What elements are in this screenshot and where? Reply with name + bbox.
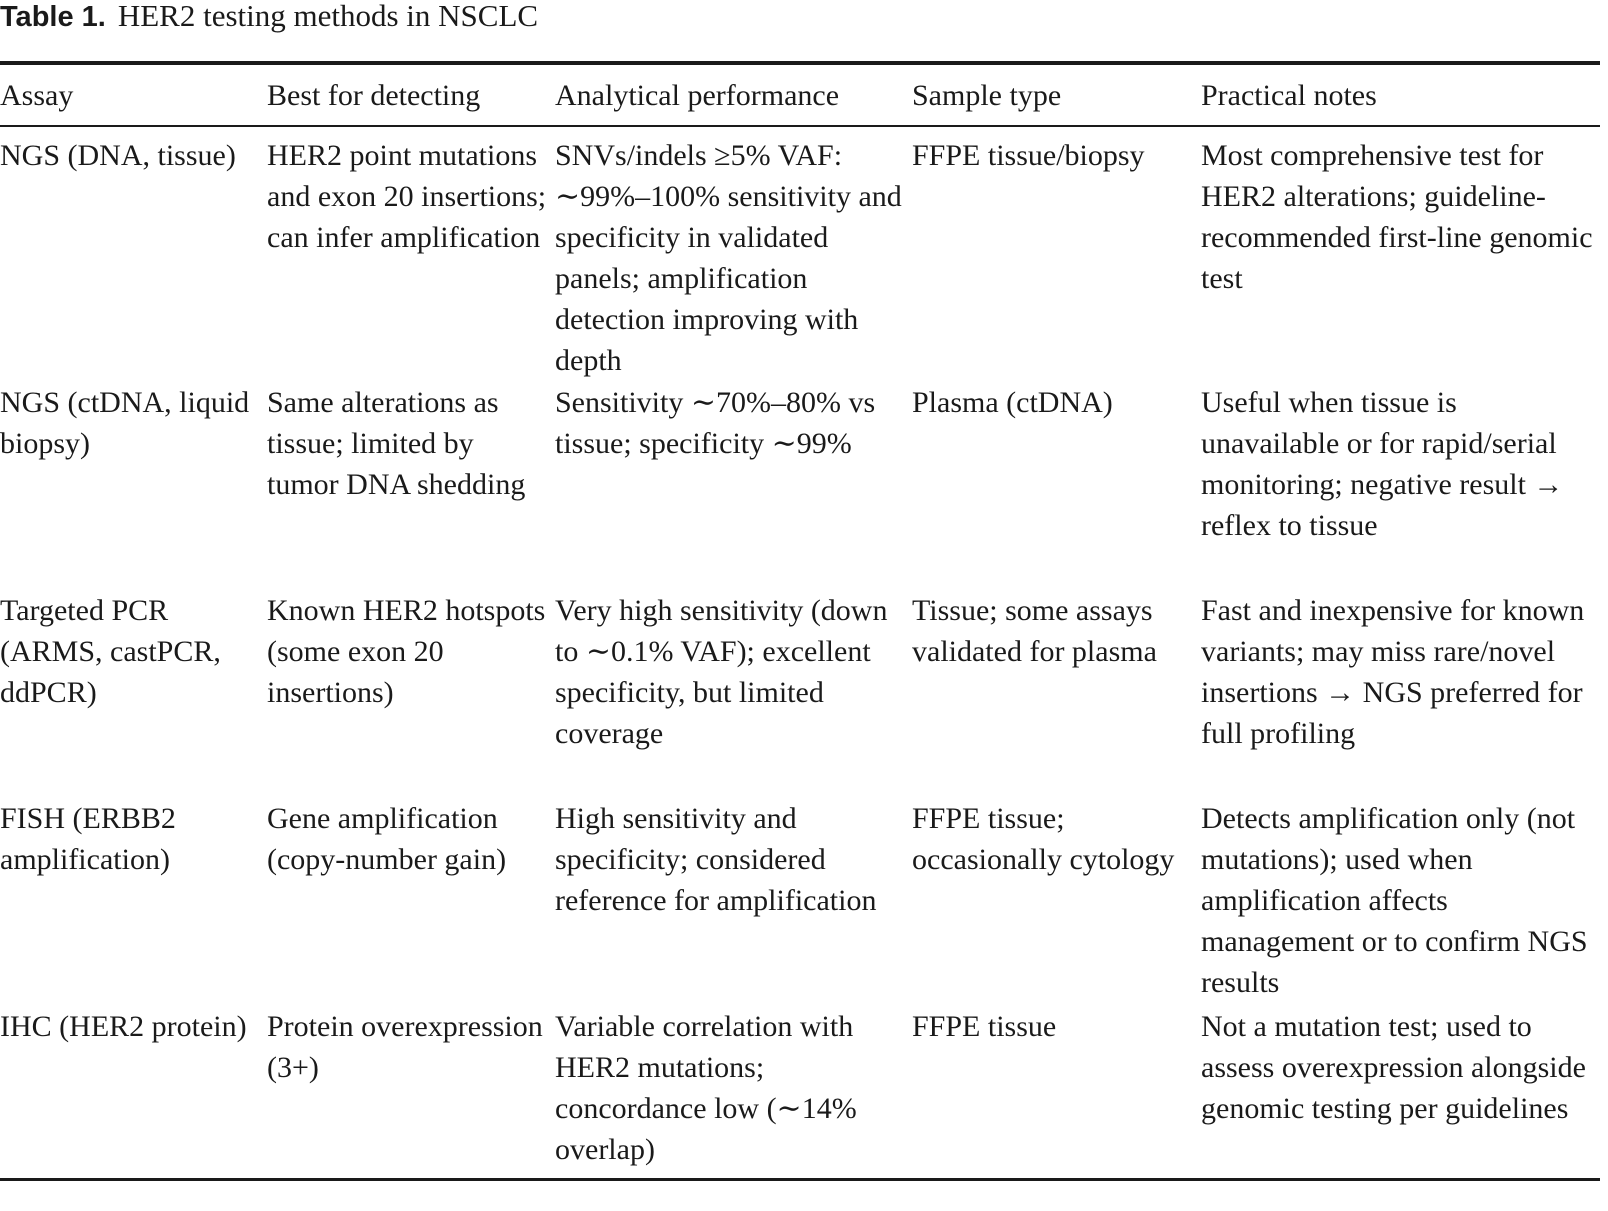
table-row — [0, 590, 1600, 798]
cell-sample-type: Tissue; some assays validated for plasma — [912, 594, 1157, 668]
header-assay: Assay — [0, 79, 74, 112]
cell-best-for: Protein overexpression (3+) — [267, 1010, 543, 1084]
cell-sample-type: FFPE tissue/biopsy — [912, 139, 1145, 172]
cell-sample-type: FFPE tissue; occasionally cytology — [912, 802, 1175, 876]
header-best-for-detecting: Best for detecting — [267, 79, 481, 112]
cell-sample-type: FFPE tissue — [912, 1010, 1057, 1043]
table-header-row — [0, 75, 1600, 127]
cell-best-for: Known HER2 hotspots (some exon 20 insertions) — [267, 594, 546, 709]
table-row — [0, 382, 1600, 590]
cell-performance: High sensitivity and specificity; considered reference for amplification — [555, 802, 877, 917]
cell-assay: NGS (DNA, tissue) — [0, 139, 236, 172]
cell-assay: IHC (HER2 protein) — [0, 1010, 247, 1043]
cell-best-for: HER2 point mutations and exon 20 insertions; can infer amplification — [267, 139, 547, 254]
cell-practical-notes: Useful when tissue is unavailable or for rapid/serial monitoring; negative result → reflex to tissue — [1201, 386, 1564, 542]
cell-sample-type: Plasma (ctDNA) — [912, 386, 1113, 419]
header-practical-notes: Practical notes — [1201, 79, 1377, 112]
cell-performance: Sensitivity ∼70%–80% vs tissue; specificity ∼99% — [555, 386, 876, 460]
table-bottom-rule — [0, 1178, 1600, 1181]
cell-practical-notes: Most comprehensive test for HER2 alterations; guideline-recommended first-line genomic test — [1201, 139, 1593, 295]
header-analytical-performance: Analytical performance — [555, 79, 840, 112]
table-row — [0, 1006, 1600, 1166]
table-caption-title: HER2 testing methods in NSCLC — [117, 0, 539, 33]
cell-performance: Very high sensitivity (down to ∼0.1% VAF); excellent specificity, but limited coverage — [555, 594, 888, 750]
table-caption — [0, 0, 538, 38]
cell-practical-notes: Detects amplification only (not mutations); used when amplification affects management or to confirm NGS results — [1201, 802, 1588, 999]
table-row — [0, 135, 1600, 382]
cell-assay: FISH (ERBB2 amplification) — [0, 802, 176, 876]
header-sample-type: Sample type — [912, 79, 1062, 112]
cell-best-for: Gene amplification (copy-number gain) — [267, 802, 507, 876]
cell-performance: Variable correlation with HER2 mutations; concordance low (∼14% overlap) — [555, 1010, 857, 1166]
table-top-rule — [0, 61, 1600, 65]
cell-practical-notes: Not a mutation test; used to assess overexpression alongside genomic testing per guidelines — [1201, 1010, 1586, 1125]
cell-performance: SNVs/indels ≥5% VAF: ∼99%–100% sensitivity and specificity in validated panels; amplification detection improving with depth — [555, 139, 902, 377]
her2-testing-table — [0, 75, 1600, 1166]
cell-assay: NGS (ctDNA, liquid biopsy) — [0, 386, 250, 460]
table-row — [0, 798, 1600, 1006]
table-body — [0, 135, 1600, 1166]
cell-assay: Targeted PCR (ARMS, castPCR, ddPCR) — [0, 594, 221, 709]
table-caption-label: Table 1. — [0, 1, 106, 33]
cell-practical-notes: Fast and inexpensive for known variants; may miss rare/novel insertions → NGS preferred for full profiling — [1201, 594, 1585, 750]
cell-best-for: Same alterations as tissue; limited by tumor DNA shedding — [267, 386, 526, 501]
